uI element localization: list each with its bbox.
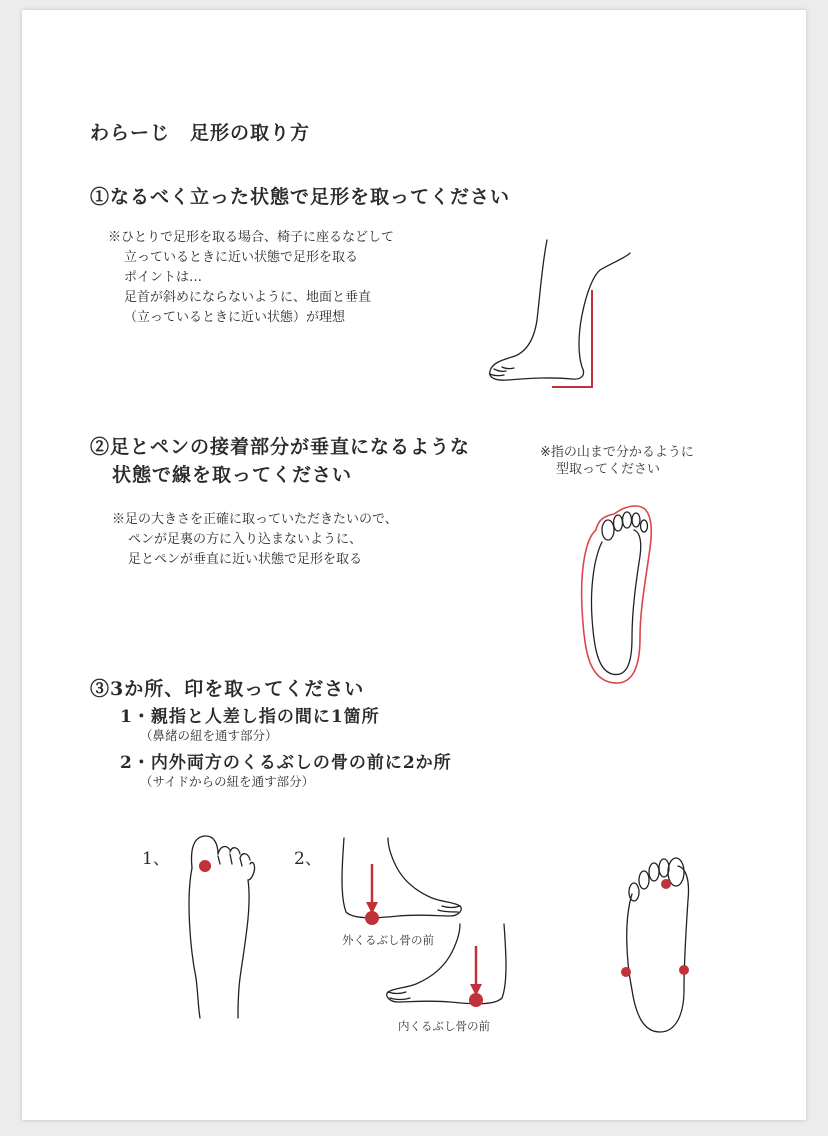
inner-ankle-illustration [384,922,514,1012]
step1-note-5: （立っているときに近い状態）が理想 [124,310,346,325]
document-page [22,10,806,1120]
step2-note-1: ※足の大きさを正確に取っていただきたいので、 [112,512,398,527]
outer-ankle-caption: 外くるぶし骨の前 [342,933,434,947]
page-title: わらーじ 足形の取り方 [90,122,311,144]
sole-marks-illustration [618,850,698,1036]
step2-note-3: 足とペンが垂直に近い状態で足形を取る [128,552,363,567]
figure-number-2: 2、 [294,849,322,869]
step1-note-4: 足首が斜めにならないように、地面と垂直 [124,290,372,305]
step3-heading: ③3か所、印を取ってください [90,678,365,700]
step1-note-1: ※ひとりで足形を取る場合、椅子に座るなどして [108,230,395,245]
step1-heading: ①なるべく立った状態で足形を取ってください [90,186,511,208]
step2-side-note-1: ※指の山まで分かるように [540,445,694,460]
step1-note-2: 立っているときに近い状態で足形を取る [124,250,359,265]
step3-item-1-note: （鼻緒の紐を通す部分） [140,728,278,743]
step3-item-2-label: 2・内外両方のくるぶしの骨の前に2か所 [120,753,452,773]
step2-heading-line1: ②足とペンの接着部分が垂直になるような [90,436,471,458]
figure-number-1: 1、 [142,849,170,869]
standing-leg-illustration [482,235,642,390]
step3-item-2-note: （サイドからの紐を通す部分） [140,774,315,789]
step3-item-1-label: 1・親指と人差し指の間に1箇所 [120,707,380,727]
inner-ankle-caption: 内くるぶし骨の前 [398,1019,490,1033]
outer-ankle-illustration [338,836,468,926]
step2-heading-line2: 状態で線を取ってください [112,464,353,486]
step1-note-3: ポイントは… [124,270,203,285]
step2-note-2: ペンが足裏の方に入り込まないように、 [128,532,363,547]
foot-top-view-illustration [178,828,258,1018]
footprint-outline-illustration [574,498,664,688]
step2-side-note-2: 型取ってください [556,462,661,477]
